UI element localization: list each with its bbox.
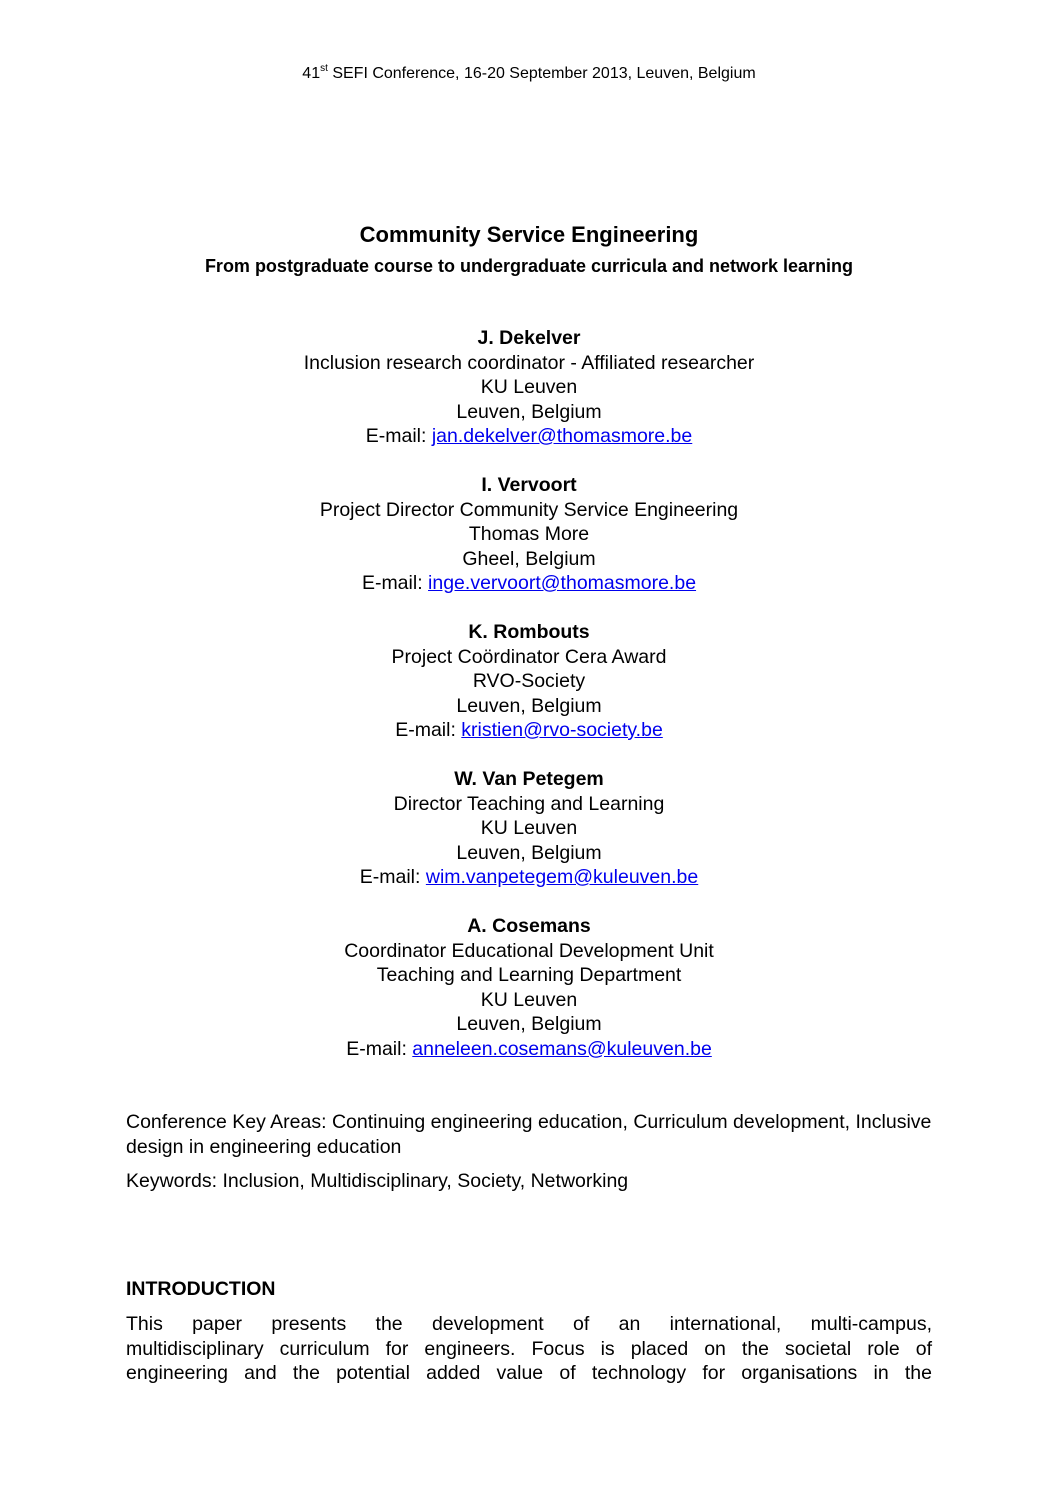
author-affiliation-line: KU Leuven	[480, 376, 578, 398]
author-affiliation-line: Gheel, Belgium	[462, 547, 596, 570]
author-affiliation-line: Leuven, Belgium	[456, 1013, 602, 1035]
author-affiliation-line: Project Coördinator Cera Award	[391, 645, 667, 668]
email-label: E-mail:	[359, 866, 426, 888]
author-name: I. Vervoort	[481, 474, 577, 496]
author-email-link[interactable]: wim.vanpetegem@kuleuven.be	[425, 866, 699, 888]
title-block	[0, 220, 1058, 282]
author-list	[0, 326, 1058, 1086]
email-label: E-mail:	[395, 719, 462, 741]
author-email-line	[0, 571, 1058, 596]
author-affiliation-line: Teaching and Learning Department	[376, 964, 682, 986]
author-name: K. Rombouts	[468, 621, 590, 643]
author-block	[0, 473, 1058, 596]
email-label: E-mail:	[346, 1037, 413, 1060]
conference-ordinal: st	[320, 63, 328, 74]
author-affiliation-line: Leuven, Belgium	[456, 841, 602, 864]
paper-title: Community Service Engineering	[359, 222, 699, 247]
author-affiliation-line: Director Teaching and Learning	[393, 792, 665, 815]
keywords: Keywords: Inclusion, Multidisciplinary, Society, Networking	[126, 1170, 629, 1192]
author-affiliation-line: Leuven, Belgium	[456, 400, 602, 423]
author-block	[0, 914, 1058, 1061]
author-block	[0, 767, 1058, 890]
author-affiliation-line: Project Director Community Service Engineering	[319, 498, 739, 521]
conference-details: SEFI Conference, 16-20 September 2013, Leuven, Belgium	[327, 65, 756, 82]
author-email-line	[0, 865, 1058, 890]
section-heading: INTRODUCTION	[126, 1278, 276, 1300]
paper-metadata	[126, 1110, 932, 1194]
author-affiliation-line: KU Leuven	[480, 988, 578, 1011]
paper-subtitle: From postgraduate course to undergraduate curricula and network learning	[204, 256, 854, 276]
running-header	[0, 64, 1058, 84]
author-email-line	[0, 718, 1058, 743]
conference-number: 41	[302, 65, 321, 82]
author-email-link[interactable]: jan.dekelver@thomasmore.be	[431, 425, 693, 447]
author-email-link[interactable]: inge.vervoort@thomasmore.be	[428, 572, 697, 594]
author-block	[0, 326, 1058, 449]
author-affiliation-line: Inclusion research coordinator - Affiliated researcher	[303, 351, 755, 374]
author-name: J. Dekelver	[477, 327, 581, 349]
author-affiliation-line: KU Leuven	[480, 817, 578, 839]
author-affiliation-line: Thomas More	[468, 523, 590, 545]
author-affiliation-line: RVO-Society	[472, 670, 586, 692]
author-affiliation-line: Coordinator Educational Development Unit	[344, 939, 714, 962]
introduction-section	[126, 1276, 932, 1386]
author-name: A. Cosemans	[467, 915, 591, 937]
author-affiliation-line: Leuven, Belgium	[456, 694, 602, 717]
body-text-line: multidisciplinary curriculum for engineers. Focus is placed on the societal role of	[126, 1337, 932, 1360]
author-email-line	[0, 1037, 1058, 1062]
body-text-line: This paper presents the development of an international, multi-campus,	[126, 1313, 932, 1335]
author-email-line	[0, 424, 1058, 449]
author-email-link[interactable]: kristien@rvo-society.be	[461, 719, 663, 741]
author-name: W. Van Petegem	[454, 768, 604, 790]
conference-key-areas: Conference Key Areas: Continuing engineering education, Curriculum development, Inclusive design in engineering education	[126, 1111, 932, 1158]
body-text-line: engineering and the potential added value of technology for organisations in the	[126, 1362, 932, 1384]
author-email-link[interactable]: anneleen.cosemans@kuleuven.be	[412, 1037, 712, 1060]
email-label: E-mail:	[365, 425, 432, 447]
email-label: E-mail:	[361, 572, 429, 594]
author-block	[0, 620, 1058, 743]
